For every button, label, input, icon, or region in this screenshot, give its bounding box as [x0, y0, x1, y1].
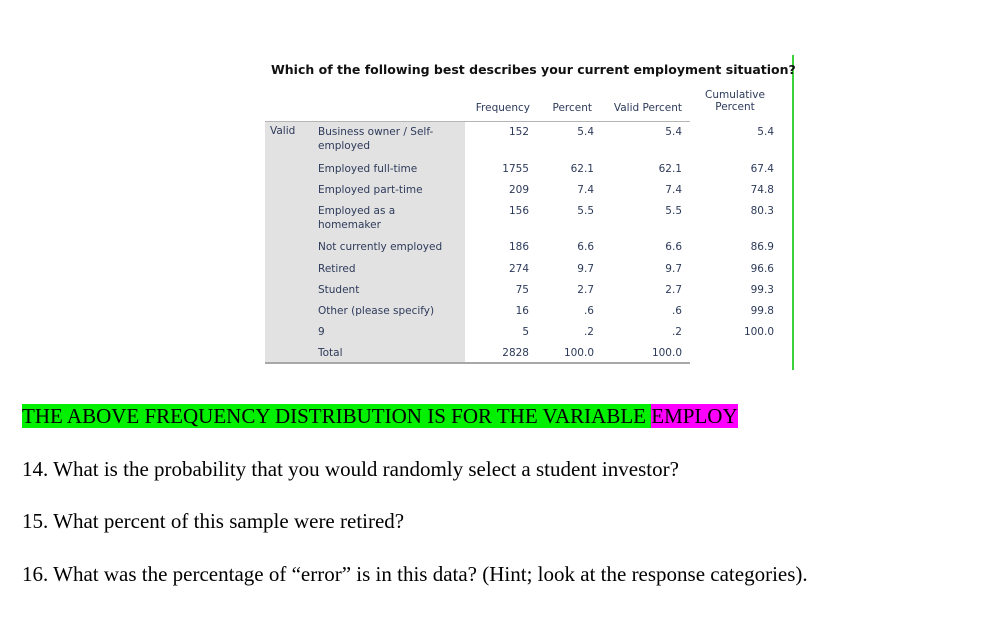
- row-frequency: 75: [515, 284, 529, 296]
- row-percent: .6: [583, 305, 594, 317]
- row-valid-percent: 5.5: [665, 205, 682, 217]
- row-category: Not currently employed: [318, 241, 443, 253]
- row-category: Employed part-time: [318, 184, 423, 196]
- row-cumulative: 67.4: [750, 163, 774, 175]
- row-category: Total: [318, 347, 343, 359]
- row-valid-percent: 100.0: [651, 347, 682, 359]
- row-category: Employed full-time: [318, 163, 418, 175]
- frequency-table: [262, 55, 794, 370]
- statement-text: THE ABOVE FREQUENCY DISTRIBUTION IS FOR THE VARIABLE: [22, 404, 652, 428]
- row-category: Retired: [318, 263, 356, 275]
- row-percent: 5.4: [577, 126, 594, 138]
- header-cumulative-line1: Cumulative: [705, 89, 765, 101]
- header-valid-percent: Valid Percent: [613, 102, 682, 114]
- variable-name: EMPLOY: [651, 404, 738, 428]
- row-cumulative: 96.6: [750, 263, 774, 275]
- variable-statement: [22, 404, 738, 429]
- row-cumulative: 99.3: [750, 284, 774, 296]
- row-frequency: 186: [508, 241, 529, 253]
- row-percent: 6.6: [577, 241, 594, 253]
- row-category: Other (please specify): [318, 305, 435, 317]
- header-percent: Percent: [552, 102, 592, 114]
- row-cumulative: 86.9: [750, 241, 774, 253]
- row-category: Student: [318, 284, 360, 296]
- row-percent: 62.1: [570, 163, 594, 175]
- question-16: 16. What was the percentage of “error” is in this data? (Hint; look at the response categories).: [22, 562, 808, 586]
- row-percent: 9.7: [577, 263, 594, 275]
- row-category: 9: [318, 326, 325, 338]
- row-cumulative: 80.3: [750, 205, 774, 217]
- row-valid-percent: 62.1: [658, 163, 682, 175]
- row-frequency: 156: [508, 205, 529, 217]
- row-percent: 7.4: [577, 184, 594, 196]
- question-14: 14. What is the probability that you would randomly select a student investor?: [22, 457, 679, 481]
- row-valid-percent: .6: [671, 305, 682, 317]
- row-percent: 100.0: [563, 347, 594, 359]
- row-frequency: 16: [515, 305, 529, 317]
- row-frequency: 152: [508, 126, 529, 138]
- row-cumulative: 5.4: [757, 126, 774, 138]
- row-percent: .2: [583, 326, 594, 338]
- row-frequency: 1755: [502, 163, 529, 175]
- row-valid-percent: 9.7: [665, 263, 682, 275]
- row-frequency: 2828: [502, 347, 529, 359]
- header-cumulative: [692, 89, 778, 113]
- row-valid-percent: 2.7: [665, 284, 682, 296]
- row-frequency: 274: [508, 263, 529, 275]
- header-divider: [265, 121, 690, 122]
- valid-label: Valid: [270, 125, 296, 137]
- row-valid-percent: 5.4: [665, 126, 682, 138]
- question-15: 15. What percent of this sample were retired?: [22, 509, 405, 533]
- row-cumulative: 74.8: [750, 184, 774, 196]
- row-percent: 5.5: [577, 205, 594, 217]
- row-cumulative: 100.0: [743, 326, 774, 338]
- row-valid-percent: 7.4: [665, 184, 682, 196]
- row-frequency: 5: [522, 326, 529, 338]
- row-valid-percent: .2: [671, 326, 682, 338]
- row-category: Business owner / Self-employed: [318, 126, 434, 152]
- row-percent: 2.7: [577, 284, 594, 296]
- row-cumulative: 99.8: [750, 305, 774, 317]
- row-valid-percent: 6.6: [665, 241, 682, 253]
- header-frequency: Frequency: [475, 102, 530, 114]
- table-title: Which of the following best describes your current employment situation?: [271, 62, 796, 77]
- green-divider-line: [792, 55, 794, 370]
- row-frequency: 209: [508, 184, 529, 196]
- header-cumulative-line2: Percent: [715, 101, 755, 113]
- table-bottom-border: [265, 362, 690, 364]
- row-category: Employed as a homemaker: [318, 205, 396, 231]
